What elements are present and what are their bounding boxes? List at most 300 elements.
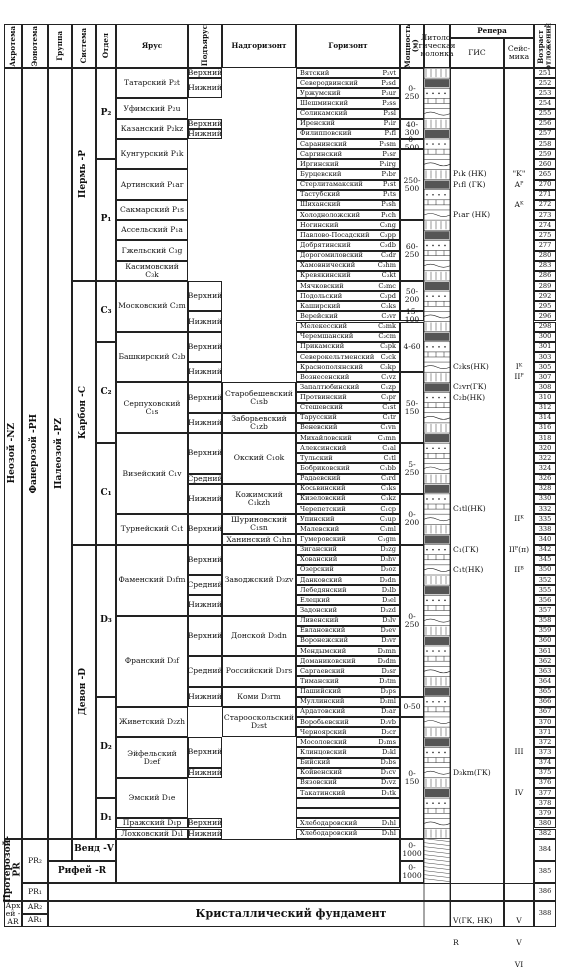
moshchnost-text: 50-200 [404, 287, 420, 305]
nadgorizont [222, 433, 296, 484]
hdr-sistema [72, 24, 96, 68]
gorizont-name: Соликамский [300, 109, 348, 118]
seismika-marker: V [516, 937, 522, 947]
hdr-eonotema-text: Эонотема [30, 25, 40, 67]
age-value [534, 68, 556, 78]
gorizont-row [296, 372, 400, 382]
nadgorizont [222, 545, 296, 616]
age-value-text: 376 [538, 778, 552, 787]
age-value [534, 240, 556, 250]
gorizont-row [296, 382, 400, 392]
gorizont-row [296, 109, 400, 119]
moshchnost-text: 0-500 [404, 135, 420, 153]
age-value [534, 180, 556, 190]
moshchnost-text: 0-250 [404, 84, 420, 102]
gis-marker: R [453, 937, 459, 947]
age-value-text: 277 [538, 240, 552, 249]
age-value [534, 453, 556, 463]
proterozoy-rows [116, 839, 400, 883]
age-value-text: 273 [538, 210, 552, 219]
gorizont-index: D₃tm [379, 676, 396, 685]
nadgorizont-text: Заборьевский C₁zb [231, 413, 287, 431]
gorizont-name: Филипповский [300, 129, 352, 138]
age-value-text: 300 [538, 332, 552, 341]
gorizont-row [296, 423, 400, 433]
gorizont-name: Зиганский [300, 545, 337, 554]
age-value [534, 403, 556, 413]
gis-marker: V(ГК, НК) [453, 915, 493, 925]
podyarus-nizhniy [188, 78, 222, 98]
age-value-text: 314 [538, 413, 552, 422]
age-value [534, 626, 556, 636]
age-value [534, 901, 556, 927]
age-value-text: 364 [538, 676, 552, 685]
yarus [116, 281, 188, 332]
yarus-text: Московский C₂m [118, 301, 186, 311]
gorizont-row [296, 352, 400, 362]
age-value [534, 861, 556, 883]
podyarus-verkhniy [188, 818, 222, 828]
otdel-P2 [96, 68, 116, 159]
gorizont-row [296, 261, 400, 271]
eon-pr2 [22, 839, 48, 883]
age-value [534, 78, 556, 88]
gorizont-index: C₁mn [377, 433, 396, 442]
age-value-text: 292 [538, 291, 552, 300]
nadgorizont-text: Окский C₁ok [233, 453, 285, 463]
gorizont-row [296, 504, 400, 514]
yarus-text: Уфимский P₂u [123, 103, 181, 113]
gorizont-row [296, 413, 400, 423]
age-value [534, 717, 556, 727]
gorizont-name: Веневский [300, 423, 338, 432]
gorizont-index: D₁cv [380, 768, 396, 777]
gorizont-name: Северодвинский [300, 78, 358, 87]
yarus [116, 778, 188, 819]
yarus-text: Пражский D₁p [122, 818, 182, 828]
gorizont-name: Павлово-Посадский [300, 230, 370, 239]
age-value [534, 697, 556, 707]
moshchnost-text: 60-250 [404, 241, 420, 259]
gorizont-row [296, 534, 400, 544]
nadgorizont [222, 687, 296, 707]
podyarus-nizhniy-text: Нижний [188, 493, 222, 503]
gorizont-index: D₃el [382, 595, 396, 604]
age-value-text: 286 [538, 271, 552, 280]
age-value [534, 758, 556, 768]
age-value [534, 595, 556, 605]
gis-marker: C₂b(НК) [453, 392, 486, 402]
age-value [534, 291, 556, 301]
podyarus-sredniy [188, 575, 222, 595]
nadgorizont [222, 413, 296, 433]
moshchnost-rifey-text: 0-1000 [402, 862, 422, 880]
age-value-text: 377 [538, 788, 552, 797]
age-value-text: 338 [538, 524, 552, 533]
moshchnost-text: 0-150 [404, 768, 420, 786]
gorizont-index: D₃lv [382, 616, 396, 625]
moshchnost-rifey [400, 861, 424, 883]
age-value [534, 301, 556, 311]
gorizont-row [296, 88, 400, 98]
akrotema-neozoy [4, 68, 22, 839]
gorizont-row [296, 78, 400, 88]
gorizont-index: D₃sr [381, 666, 396, 675]
podyarus-nizhniy [188, 311, 222, 331]
yarus [116, 382, 188, 433]
gorizont-name: Добрятинский [300, 240, 351, 249]
age-value [534, 139, 556, 149]
age-value [534, 169, 556, 179]
gorizont-index: C₁cp [380, 504, 396, 513]
akrotema-proterozoy [2, 836, 22, 903]
age-value [534, 524, 556, 534]
gorizont-index: D₃ev [380, 626, 396, 635]
age-value-text: 251 [538, 68, 552, 77]
gorizont-index: P₁ch [380, 210, 396, 219]
yarus [116, 68, 188, 98]
gruppa-blank [48, 839, 72, 861]
gorizont-row [296, 656, 400, 666]
podyarus-nizhniy [188, 129, 222, 139]
age-value [534, 585, 556, 595]
gorizont-index: D₁tk [381, 788, 396, 797]
gorizont-row [296, 565, 400, 575]
age-value-text: 363 [538, 666, 552, 675]
gorizont-row [296, 768, 400, 778]
moshchnost-text: 40-300 [404, 119, 420, 137]
moshchnost-text: 0-200 [404, 510, 420, 528]
podyarus-nizhniy-text: Нижний [188, 417, 222, 427]
otdel-C1-text: C₁ [100, 488, 112, 499]
podyarus-nizhniy [188, 413, 222, 433]
sistema-devon [72, 545, 96, 839]
sistema-karbon [72, 281, 96, 545]
gorizont-name: Бурцевский [300, 169, 342, 178]
age-value-text: 330 [538, 494, 552, 503]
yarus-text: Живетский D₂zh [118, 717, 186, 727]
gorizont-row [296, 463, 400, 473]
age-value-text: 350 [538, 565, 552, 574]
age-value [534, 656, 556, 666]
podyarus-verkhniy [188, 281, 222, 311]
gorizont-index: D₃lb [381, 585, 396, 594]
hdr-yarus [116, 24, 188, 68]
gis-marker: P₁fl (ГК) [453, 179, 486, 189]
gorizont-index: D₃dm [377, 656, 396, 665]
moshchnost [400, 494, 424, 545]
age-value-text: 255 [538, 109, 552, 118]
nadgorizont-text: Ханинский C₁hn [226, 534, 292, 544]
gorizont-row [296, 240, 400, 250]
yarus-text: Эмский D₁e [128, 793, 176, 803]
gorizont-name: Клинцовский [300, 747, 347, 756]
podyarus-verkhniy-text: Верхний [187, 747, 223, 757]
age-value [534, 311, 556, 321]
moshchnost-text: 5-250 [404, 459, 420, 477]
age-value-text: 385 [538, 867, 552, 876]
yarus [116, 240, 188, 260]
otdel-P2-text: P₂ [100, 107, 112, 118]
age-value-text: 328 [538, 484, 552, 493]
podyarus-verkhniy [188, 332, 222, 362]
yarus [116, 616, 188, 707]
gorizont-name: Иренский [300, 119, 335, 128]
moshchnost-text: 0-250 [404, 611, 420, 629]
hdr-podyarus-text: Подъярус [200, 25, 210, 67]
yarus [116, 433, 188, 514]
gorizont-index: D₂ms [378, 737, 396, 746]
gorizont-row [296, 514, 400, 524]
gorizont-row [296, 687, 400, 697]
gis-marker: C₁tl(НК) [453, 504, 486, 514]
gorizont-name: Уржумский [300, 88, 341, 97]
podyarus-verkhniy-text: Верхний [187, 68, 223, 78]
age-value [534, 423, 556, 433]
gorizont-name: Алексинский [300, 443, 347, 452]
gorizont-row [296, 332, 400, 342]
gorizont-name: Стерлитамакский [300, 180, 363, 189]
yarus [116, 119, 188, 139]
gorizont-name: Хлебодаровский [300, 818, 358, 827]
gorizont-row [296, 697, 400, 707]
age-value-text: 320 [538, 443, 552, 452]
gis-column [450, 68, 504, 927]
gorizont-row [296, 362, 400, 372]
age-value [534, 251, 556, 261]
gorizont-name: Койвенский [300, 768, 343, 777]
otdel-D2 [96, 697, 116, 798]
yarus [116, 200, 188, 220]
age-value [534, 514, 556, 524]
yarus-text: Гжельский C₃g [121, 245, 183, 255]
gorizont-row [296, 210, 400, 220]
seismika-marker: IIᴾ(п) [508, 544, 530, 554]
hdr-nadgorizont-text: Надгоризонт [231, 41, 287, 51]
gorizont-name: Мосоловский [300, 737, 347, 746]
eon-ar1-text: AR₁ [27, 915, 43, 925]
age-value [534, 322, 556, 332]
gorizont-row [296, 727, 400, 737]
nadgorizont-text: Кожимский C₁kzh [235, 489, 283, 507]
podyarus-nizhniy-text: Нижний [188, 767, 222, 777]
eonotema-fanerozoy-text: Фанерозой -PH [29, 413, 40, 494]
age-value-text: 312 [538, 403, 552, 412]
gorizont-index: C₂cm [378, 332, 396, 341]
litho-column [424, 68, 450, 927]
gorizont-name: Мелекесский [300, 322, 348, 331]
age-value [534, 443, 556, 453]
gorizont-name: Бийский [300, 758, 331, 767]
gorizont-row [296, 159, 400, 169]
podyarus-nizhniy-text: Нижний [188, 367, 222, 377]
gruppa-paleozoy-text: Палеозой -PZ [54, 417, 65, 489]
gorizont-row [296, 555, 400, 565]
podyarus-verkhniy-text: Верхний [187, 291, 223, 301]
gorizont-name: Вознесенский [300, 372, 350, 381]
age-value [534, 494, 556, 504]
gorizont-name: Подольский [300, 291, 343, 300]
gorizont-index: C₂vr [381, 311, 396, 320]
hdr-vozrast-text: Возраст отложений [536, 22, 553, 70]
gorizont-row [296, 301, 400, 311]
gorizont-name: Воробьевский [300, 717, 349, 726]
nadgorizont [222, 707, 296, 737]
age-value [534, 88, 556, 98]
hdr-litho-text: Литоло-гическая колонка [418, 33, 456, 58]
podyarus-verkhniy [188, 616, 222, 657]
age-value [534, 342, 556, 352]
age-value-text: 274 [538, 220, 552, 229]
age-value-text: 257 [538, 129, 552, 138]
gorizont-row [296, 281, 400, 291]
gorizont-index: C₃db [379, 240, 396, 249]
gorizont-row [296, 494, 400, 504]
age-value [534, 575, 556, 585]
gorizont-index: C₁al [382, 443, 396, 452]
gorizont-name: Задонский [300, 606, 338, 614]
podyarus-nizhniy [188, 484, 222, 514]
age-value [534, 98, 556, 108]
podyarus-verkhniy-text: Верхний [187, 630, 223, 640]
gorizont-index: C₁ml [379, 524, 396, 533]
nadgorizont-text: Шуриновский C₁sn [230, 515, 288, 533]
age-value [534, 605, 556, 615]
eon-pr1 [22, 883, 48, 901]
otdel-D2-text: D₂ [100, 741, 112, 752]
otdel-C1 [96, 443, 116, 544]
gorizont-row [296, 818, 400, 828]
age-value [534, 220, 556, 230]
gorizont-row [296, 808, 400, 818]
moshchnost-text: 50-150 [404, 398, 420, 416]
age-value-text: 375 [538, 768, 552, 777]
gorizont-name: Холодноложский [300, 210, 361, 219]
sistema-karbon-text: Карбон -C [78, 386, 89, 440]
yarus-text: Фаменский D₃fm [118, 575, 186, 585]
gorizont-index: C₁pr [380, 393, 396, 402]
podyarus-nizhniy-text: Нижний [188, 691, 222, 701]
gorizont-name: Шешминский [300, 99, 349, 107]
age-value [534, 555, 556, 565]
age-value-text: 357 [538, 606, 552, 614]
yarus [116, 169, 188, 199]
gorizont-index: P₁sh [381, 200, 396, 209]
age-value [534, 737, 556, 747]
podyarus-verkhniy [188, 382, 222, 412]
gis-marker: P₁k (НК) [453, 169, 487, 179]
age-value [534, 190, 556, 200]
age-value [534, 768, 556, 778]
hdr-gis-text: ГИС [468, 48, 486, 58]
seismika-marker: Aᴾ [514, 179, 524, 189]
gorizont-index: C₁st [382, 403, 396, 412]
age-value-text: 270 [538, 180, 552, 189]
gorizont-index: D₁hl [381, 829, 396, 838]
age-value-text: 358 [538, 616, 552, 625]
otdel-D3-text: D₃ [100, 614, 112, 625]
gorizont-index: P₂ss [382, 99, 396, 107]
age-value [534, 463, 556, 473]
podyarus-sredniy [188, 474, 222, 484]
gis-marker: C₁t(НК) [453, 564, 484, 574]
age-value-text: 332 [538, 504, 552, 513]
gorizont-name: Черепетский [300, 504, 346, 513]
age-value-text: 275 [538, 230, 552, 239]
gorizont-index: C₁zp [380, 382, 396, 391]
gorizont-row [296, 707, 400, 717]
age-value-text: 260 [538, 159, 552, 168]
gorizont-name: Радаевский [300, 474, 341, 483]
gorizont-row [296, 251, 400, 261]
hdr-litho [418, 24, 456, 68]
gorizont-name: Михайловский [300, 433, 352, 442]
gorizont-index: P₁br [381, 169, 396, 178]
gorizont-row [296, 443, 400, 453]
gorizont-name: Каширский [300, 301, 341, 310]
gorizont-index: C₂mc [378, 281, 396, 290]
age-value-text: 256 [538, 119, 552, 128]
gorizont-index: C₁tr [382, 413, 396, 422]
gorizont-row [296, 484, 400, 494]
age-value [534, 818, 556, 828]
age-value [534, 149, 556, 159]
gorizont-name: Малевский [300, 524, 340, 533]
gorizont-row [296, 605, 400, 615]
gorizont-name: Кревякинский [300, 271, 351, 280]
age-value [534, 474, 556, 484]
age-value-text: 355 [538, 585, 552, 594]
gorizont-row [296, 200, 400, 210]
age-value-text: 371 [538, 727, 552, 736]
gorizont-index: D₂vb [380, 717, 396, 726]
podyarus-sredniy-text: Средний [187, 473, 223, 483]
moshchnost [400, 307, 424, 325]
yarus [116, 261, 188, 281]
gorizont-row [296, 98, 400, 108]
yarus-text: Ассельский P₁a [121, 225, 183, 235]
gorizont-row [296, 676, 400, 686]
gorizont-name: Хованский [300, 555, 338, 564]
age-value [534, 798, 556, 808]
yarus-text: Татарский P₂t [124, 78, 180, 88]
gorizont-row [296, 342, 400, 352]
yarus [116, 707, 188, 737]
yarus [116, 514, 188, 544]
gorizont-row [296, 230, 400, 240]
podyarus-nizhniy-text: Нижний [188, 316, 222, 326]
age-value-text: 359 [538, 626, 552, 635]
age-value-text: 259 [538, 149, 552, 158]
gorizont-name: Стешевский [300, 403, 343, 412]
age-value [534, 646, 556, 656]
gorizont-index: P₂ur [381, 88, 396, 97]
gorizont-row [296, 758, 400, 768]
gorizont-row [296, 169, 400, 179]
age-value-text: 342 [538, 545, 552, 554]
gorizont-name: Ардатовский [300, 707, 346, 716]
nadgorizont [222, 534, 296, 544]
nadgorizont [222, 616, 296, 657]
age-value-text: 307 [538, 372, 552, 381]
gorizont-row [296, 595, 400, 605]
hdr-gis [450, 38, 504, 68]
gorizont-index: C₂ks [380, 301, 396, 310]
gorizont-row [296, 737, 400, 747]
age-value [534, 565, 556, 575]
age-value-text: 335 [538, 514, 552, 523]
nadgorizont-text: Коми D₃rm [237, 691, 281, 701]
